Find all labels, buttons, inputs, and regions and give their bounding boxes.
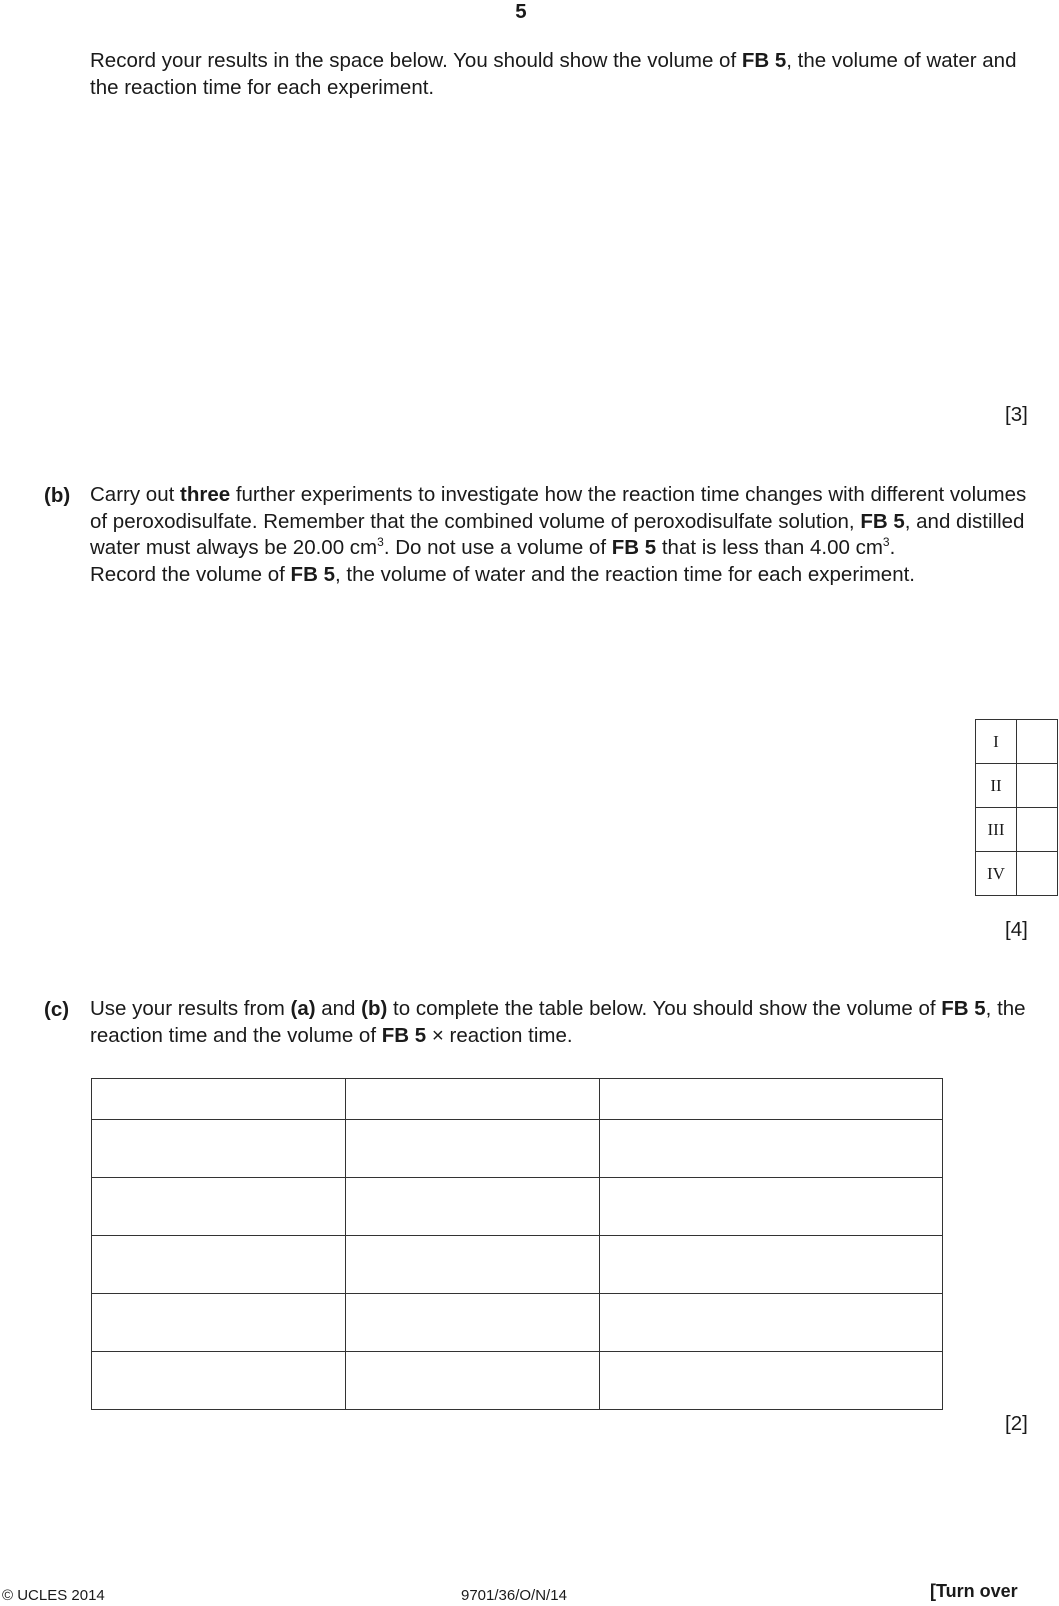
table-cell[interactable] [346,1236,600,1294]
bold-text-run: FB 5 [941,997,986,1020]
bold-text-run: three [180,483,231,506]
marking-box [1017,720,1058,764]
text-run: , and distilled water must always be 20.00 cm [90,509,1025,559]
table-cell[interactable] [92,1236,346,1294]
text-run: Carry out [90,483,180,506]
table-cell[interactable] [92,1352,346,1410]
text-run: , the volume of water and the reaction time for each experiment. [334,562,915,586]
marking-row [976,720,1058,764]
table-cell[interactable] [346,1352,600,1410]
table-header-row [92,1079,943,1120]
bold-text-run: FB 5 [290,562,335,586]
table-cell[interactable] [600,1294,943,1352]
table-cell[interactable] [92,1178,346,1236]
part-c-mark: [2] [1005,1412,1028,1435]
marking-label: III [976,808,1017,852]
part-c-instruction [90,996,1030,1049]
marking-row [976,808,1058,852]
table-header-cell[interactable] [346,1079,600,1120]
text-run: Record the volume of [90,562,291,586]
text-run: to complete the table below. You should show the volume of [387,997,942,1020]
footer-turn-over: [Turn over [930,1581,1018,1601]
page-number: 5 [515,0,527,23]
results-table [91,1078,943,1410]
part-a-instruction [90,48,1030,101]
bold-text-run: (a) [290,997,316,1020]
superscript: 3 [377,535,384,550]
table-cell[interactable] [600,1120,943,1178]
text-run: , the reaction time and the volume of [90,997,1026,1047]
text-run: Use your results from [90,997,291,1020]
marking-box [1017,808,1058,852]
table-header-cell[interactable] [92,1079,346,1120]
marking-label: II [976,764,1017,808]
superscript: 3 [882,535,890,550]
table-cell[interactable] [92,1294,346,1352]
text-run: Record your results in the space below. You should show the volume of [90,49,742,72]
text-run: , the volume of water and the reaction time for each experiment. [90,49,1017,99]
examiner-marking-boxes [975,719,1058,896]
marking-label: I [976,720,1017,764]
bold-text-run: FB 5 [741,49,787,72]
part-b-label: (b) [44,484,71,507]
bold-text-run: FB 5 [381,1023,427,1047]
part-c-label: (c) [44,998,70,1021]
text-run: and [315,997,362,1020]
table-cell[interactable] [346,1294,600,1352]
part-b-instruction [90,482,1030,588]
table-cell[interactable] [600,1178,943,1236]
table-cell[interactable] [600,1236,943,1294]
text-run: further experiments to investigate how the reaction time changes with different volumes of peroxodisulfate. Remember that the combined volume of peroxodisulfate solution, [90,483,1027,533]
footer-code: 9701/36/O/N/14 [461,1587,567,1604]
text-run: . [889,536,896,559]
table-row [92,1236,943,1294]
text-run: that is less than 4.00 cm [656,536,883,559]
table-row [92,1178,943,1236]
marking-row [976,764,1058,808]
table-header-cell[interactable] [600,1079,943,1120]
marking-row [976,852,1058,896]
text-run: × reaction time. [426,1023,573,1047]
table-row [92,1352,943,1410]
text-run: . Do not use a volume of [383,536,612,559]
table-row [92,1120,943,1178]
part-b-mark: [4] [1005,918,1028,941]
bold-text-run: FB 5 [860,509,905,533]
marking-box [1017,852,1058,896]
marking-box [1017,764,1058,808]
table-cell[interactable] [92,1120,346,1178]
table-cell[interactable] [600,1352,943,1410]
table-row [92,1294,943,1352]
bold-text-run: FB 5 [611,536,657,559]
marking-label: IV [976,852,1017,896]
part-a-mark: [3] [1005,403,1028,426]
footer-copyright: © UCLES 2014 [2,1587,105,1604]
table-cell[interactable] [346,1178,600,1236]
bold-text-run: (b) [361,997,388,1020]
table-cell[interactable] [346,1120,600,1178]
